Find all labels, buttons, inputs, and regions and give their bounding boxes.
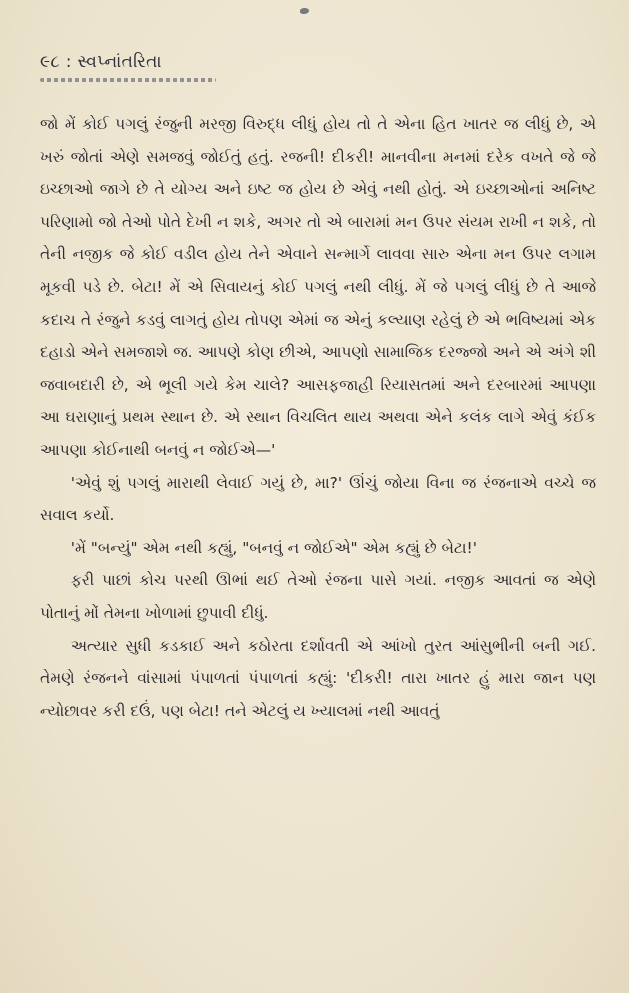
page-number: ૯૮ — [40, 52, 61, 72]
paragraph-1: જો મેં કોઈ પગલું રંજુની મરજી વિરુદ્ધ લીધું હોય તો તે એના હિત ખાતર જ લીધું છે, એ ખરું જોતાં એણે સમજવું જોઈતું હતું. રજની! દીકરી! માનવીના મનમાં દરેક વખતે જે જે ઇચ્છાઓ જાગે છે તે યોગ્ય અને ઇષ્ટ જ હોય છે એવું નથી હોતું. એ ઇચ્છાઓનાં અનિષ્ટ પરિણામો જો તેઓ પોતે દેખી ન શકે, અગર તો એ બારામાં મન ઉપર સંયમ રાખી ન શકે, તો તેની નજીક જે કોઈ વડીલ હોય તેને એવાને સન્માર્ગે લાવવા સારુ એના મન ઉપર લગામ મૂકવી પડે છે. બેટા! મેં એ સિવાયનું કોઈ પગલું નથી લીધું. મેં જે પગલું લીધું છે તે આજે કદાચ તે રંજુને કડવું લાગતું હોય તોપણ એમાં જ એનું કલ્યાણ રહેલું છે એ ભવિષ્યમાં એક દહાડો એને સમજાશે જ. આપણે કોણ છીએ, આપણો સામાજિક દરજ્જો અને એ અંગે શી જવાબદારી છે, એ ભૂલી ગયે કેમ ચાલે? આસફજાહી રિયાસતમાં અને દરબારમાં આપણા આ ઘરાણાનું પ્રથમ સ્થાન છે. એ સ્થાન વિચલિત થાય અથવા એને કલંક લાગે એવું કંઈક આપણા કોઈનાથી બનવું ન જોઈએ—' — [40, 115, 596, 459]
running-header — [40, 52, 216, 82]
header-text — [40, 52, 216, 72]
paragraph-4: ફરી પાછાં કોચ પરથી ઊભાં થઈ તેઓ રંજના પાસે ગયાં. નજીક આવતાં જ એણે પોતાનું મોં તેમના ખોળામાં છુપાવી દીધું. — [40, 571, 596, 622]
header-underline — [40, 78, 216, 82]
book-title: સ્વપ્નાંતરિતા — [77, 52, 162, 72]
paragraph-5: અત્યાર સુધી કડકાઈ અને કઠોરતા દર્શાવતી એ આંખો તુરત આંસુભીની બની ગઈ. તેમણે રંજનને વાંસામાં પંપાળતાં પંપાળતાં કહ્યું: 'દીકરી! તારા ખાતર હું મારા જાન પણ ન્યોછાવર કરી દઉં, પણ બેટા! તને એટલું ય ખ્યાલમાં નથી આવતું — [40, 636, 596, 720]
ink-blot — [300, 8, 309, 14]
paragraph-3: 'મેં "બન્યું" એમ નથી કહ્યું, "બનવું ન જોઈએ" એમ કહ્યું છે બેટા!' — [70, 538, 477, 557]
paragraph-2: 'એવું શું પગલું મારાથી લેવાઈ ગયું છે, મા?' ઊંચું જોયા વિના જ રંજનાએ વચ્ચે જ સવાલ કર્યો. — [40, 473, 596, 525]
body-text — [40, 108, 596, 727]
header-separator: : — [65, 52, 72, 72]
